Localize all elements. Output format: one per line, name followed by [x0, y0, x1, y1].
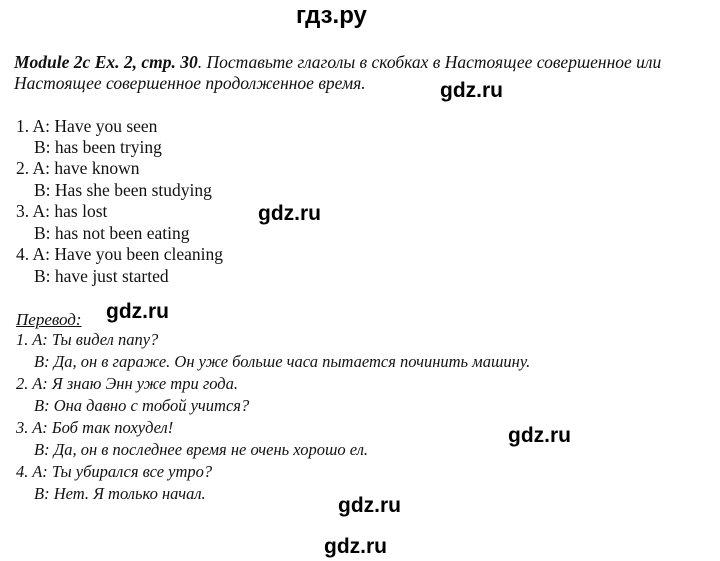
translation-line: 1. A: Ты видел папу? — [16, 330, 159, 349]
answer-line: 2. A: have known — [16, 158, 140, 178]
answer-line: B: Has she been studying — [34, 180, 212, 200]
exercise-header-line-2: Настоящее совершенное продолженное время. — [14, 73, 366, 93]
answer-line: B: has been trying — [34, 137, 162, 157]
translation-line: 2. A: Я знаю Энн уже три года. — [16, 374, 239, 393]
translation-line: B: Нет. Я только начал. — [34, 484, 206, 503]
answer-line: 4. A: Have you been cleaning — [16, 244, 224, 264]
answer-line: 1. A: Have you seen — [16, 116, 158, 136]
translation-line: B: Она давно с тобой учится? — [34, 396, 250, 415]
watermark: gdz.ru — [508, 424, 571, 447]
exercise-reference: Module 2c Ex. 2, стр. 30 — [14, 52, 198, 72]
translation-line: B: Да, он в последнее время не очень хорошо ел. — [34, 440, 369, 459]
translation-line: B: Да, он в гараже. Он уже больше часа пытается починить машину. — [34, 352, 531, 371]
site-title: гдз.ру — [296, 2, 367, 29]
watermark: gdz.ru — [440, 79, 503, 102]
exercise-instruction: . Поставьте глаголы в скобках в Настоящее совершенное или — [197, 52, 662, 72]
watermark: gdz.ru — [338, 494, 401, 517]
watermark: gdz.ru — [258, 202, 321, 225]
answer-line: B: have just started — [34, 266, 169, 286]
answer-line: 3. A: has lost — [16, 201, 108, 221]
exercise-header-line-1 — [14, 54, 661, 72]
answer-line: B: has not been eating — [34, 223, 190, 243]
translation-heading: Перевод: — [16, 310, 82, 329]
watermark: gdz.ru — [106, 300, 169, 323]
watermark: gdz.ru — [324, 535, 387, 558]
translation-line: 4. A: Ты убирался все утро? — [16, 462, 213, 481]
translation-line: 3. A: Боб так похудел! — [16, 418, 174, 437]
